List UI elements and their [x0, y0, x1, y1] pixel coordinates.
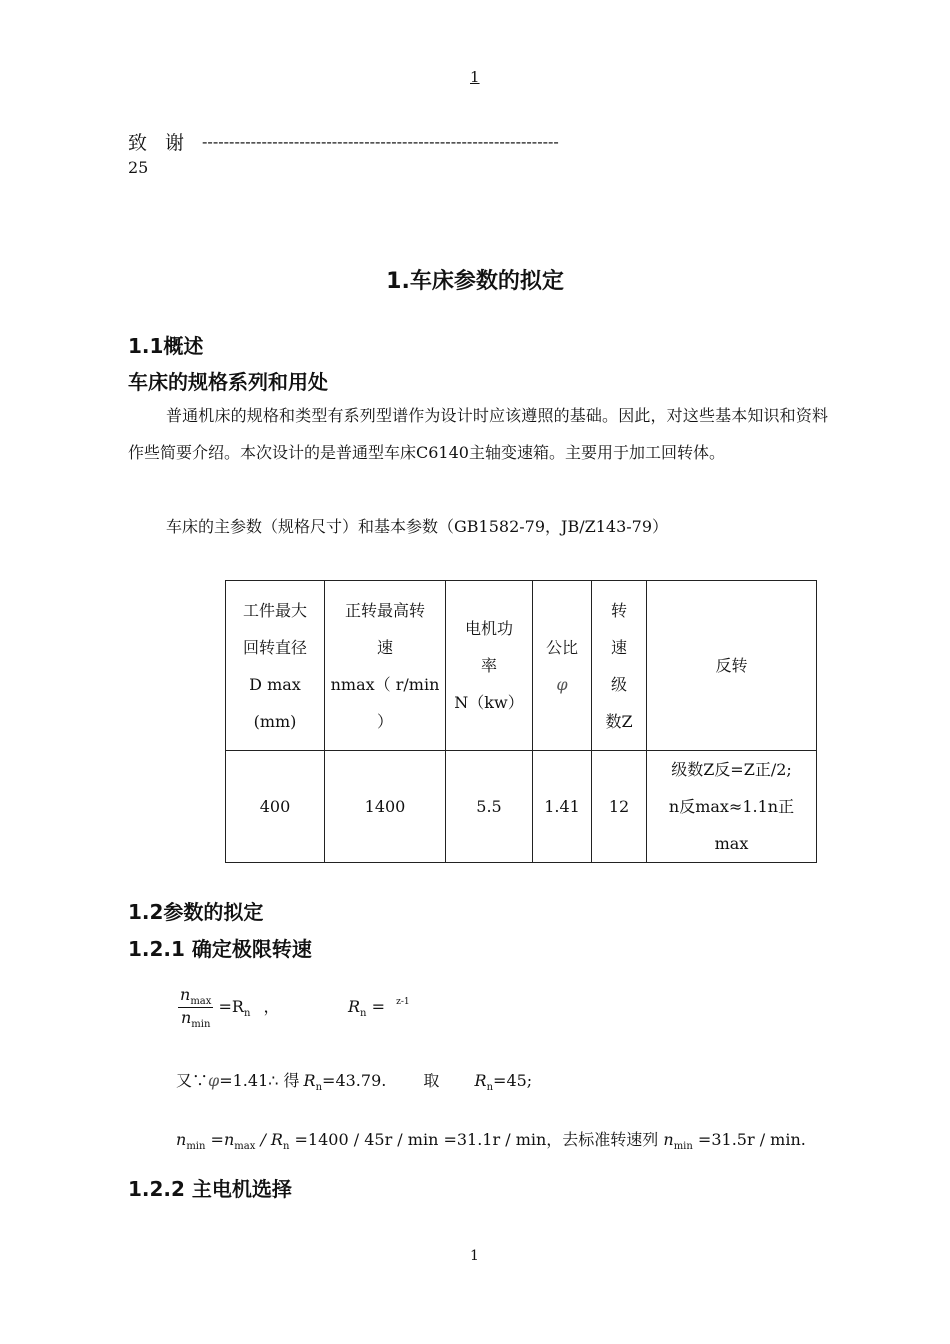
cell-steps: 12: [592, 751, 647, 863]
header-text: φ: [556, 674, 568, 694]
fraction-numerator: n: [180, 985, 191, 1004]
rn-symbol: R: [303, 1071, 316, 1090]
rn-sub: n: [486, 1082, 494, 1093]
rn-sub: n: [360, 1008, 367, 1019]
rn-symbol: R: [348, 997, 361, 1016]
rn-chosen-value: =45;: [493, 1071, 533, 1090]
cell-reverse: [647, 751, 817, 863]
nmin-sub: min: [186, 1141, 206, 1152]
rn-sub: n: [315, 1082, 323, 1093]
cell-text: max: [714, 834, 749, 853]
table-header-row: [226, 581, 817, 751]
header-speed-steps: [592, 581, 647, 751]
cell-text: 级数Z反=Z正/2;: [671, 760, 792, 779]
rn-equals: =: [371, 997, 385, 1016]
header-power: [446, 581, 533, 751]
section-heading-1-2: 1.2参数的拟定: [128, 900, 264, 924]
cell-text: n反max≈1.1n正: [668, 797, 795, 816]
rn-sub: n: [282, 1141, 290, 1152]
rn-symbol: R: [474, 1071, 487, 1090]
header-speed: [325, 581, 446, 751]
header-text: 级: [610, 674, 627, 694]
rn-exponent: z-1: [396, 997, 410, 1007]
chapter-title: 1.车床参数的拟定: [386, 269, 564, 294]
rn-symbol: / R: [260, 1130, 283, 1149]
nmin-standard: =31.5r / min.: [697, 1130, 806, 1149]
header-diameter: [226, 581, 325, 751]
header-text: 电机功: [464, 619, 513, 638]
section-heading-1-2-1: 1.2.1 确定极限转速: [128, 937, 312, 961]
header-text: 公比: [545, 637, 578, 657]
nmin-sub: min: [673, 1141, 693, 1152]
take-label: 取: [423, 1071, 440, 1090]
fraction-denominator: n: [180, 1008, 192, 1027]
formula-phi: [176, 1068, 532, 1093]
formula-ratio: [178, 985, 280, 1030]
nmax-sub: max: [234, 1141, 256, 1152]
section-heading-1-2-2: 1.2.2 主电机选择: [128, 1177, 292, 1201]
formula-lead: 又∵: [176, 1071, 209, 1090]
section-heading-1-1: 1.1概述: [128, 334, 204, 358]
formula-rn: [348, 997, 410, 1019]
nmin-symbol: n: [176, 1130, 187, 1149]
cell-power: 5.5: [446, 751, 533, 863]
toc-leader: ------------------------------------------------------------------: [202, 132, 559, 151]
nmin-calc: =1400 / 45r / min =31.1r / min，去标准转速列: [294, 1130, 659, 1149]
paragraph-params: 车床的主参数（规格尺寸）和基本参数（GB1582-79，JB/Z143-79）: [166, 517, 669, 536]
parameter-table: [225, 580, 817, 863]
toc-page-number: 25: [128, 158, 149, 177]
numerator-sub: max: [190, 996, 212, 1007]
header-text: 速: [376, 637, 393, 657]
subsection-heading: 车床的规格系列和用处: [128, 370, 328, 394]
header-text: 反转: [715, 656, 748, 675]
formula-eq: =R: [218, 997, 244, 1016]
header-ratio: [533, 581, 592, 751]
header-text: ）: [376, 711, 393, 731]
formula-comma: ，: [263, 997, 280, 1016]
header-text: 数Z: [605, 711, 633, 731]
fraction: [178, 985, 213, 1030]
header-text: nmax（ r/min: [330, 674, 440, 694]
cell-diameter: 400: [226, 751, 325, 863]
header-text: D max (mm): [249, 674, 301, 731]
header-page-number: 1: [470, 68, 480, 86]
header-text: 转: [610, 600, 627, 620]
denominator-sub: min: [191, 1019, 211, 1030]
footer-page-number: 1: [470, 1248, 479, 1264]
toc-label: 致 谢: [128, 132, 191, 154]
nmin-symbol: n: [663, 1130, 674, 1149]
phi-value: =1.41∴ 得: [219, 1071, 300, 1090]
table-row: [226, 751, 817, 863]
header-text: 正转最高转: [344, 600, 425, 620]
header-text: 速: [610, 637, 627, 657]
header-text: 率: [480, 656, 497, 675]
nmax-symbol: =n: [210, 1130, 235, 1149]
cell-ratio: 1.41: [533, 751, 592, 863]
rn-value: =43.79.: [322, 1071, 387, 1090]
cell-speed: 1400: [325, 751, 446, 863]
header-text: N（kw）: [454, 693, 524, 712]
paragraph-intro: 普通机床的规格和类型有系列型谱作为设计时应该遵照的基础。因此，对这些基本知识和资料作些简要介绍。本次设计的是普通型车床C6140主轴变速箱。主要用于加工回转体。: [128, 406, 828, 462]
formula-eq-sub: n: [243, 1008, 251, 1019]
phi-symbol: φ: [208, 1071, 220, 1090]
formula-nmin: [176, 1127, 806, 1152]
header-text: 工件最大: [242, 600, 307, 620]
header-text: 回转直径: [242, 637, 307, 657]
header-reverse: [647, 581, 817, 751]
